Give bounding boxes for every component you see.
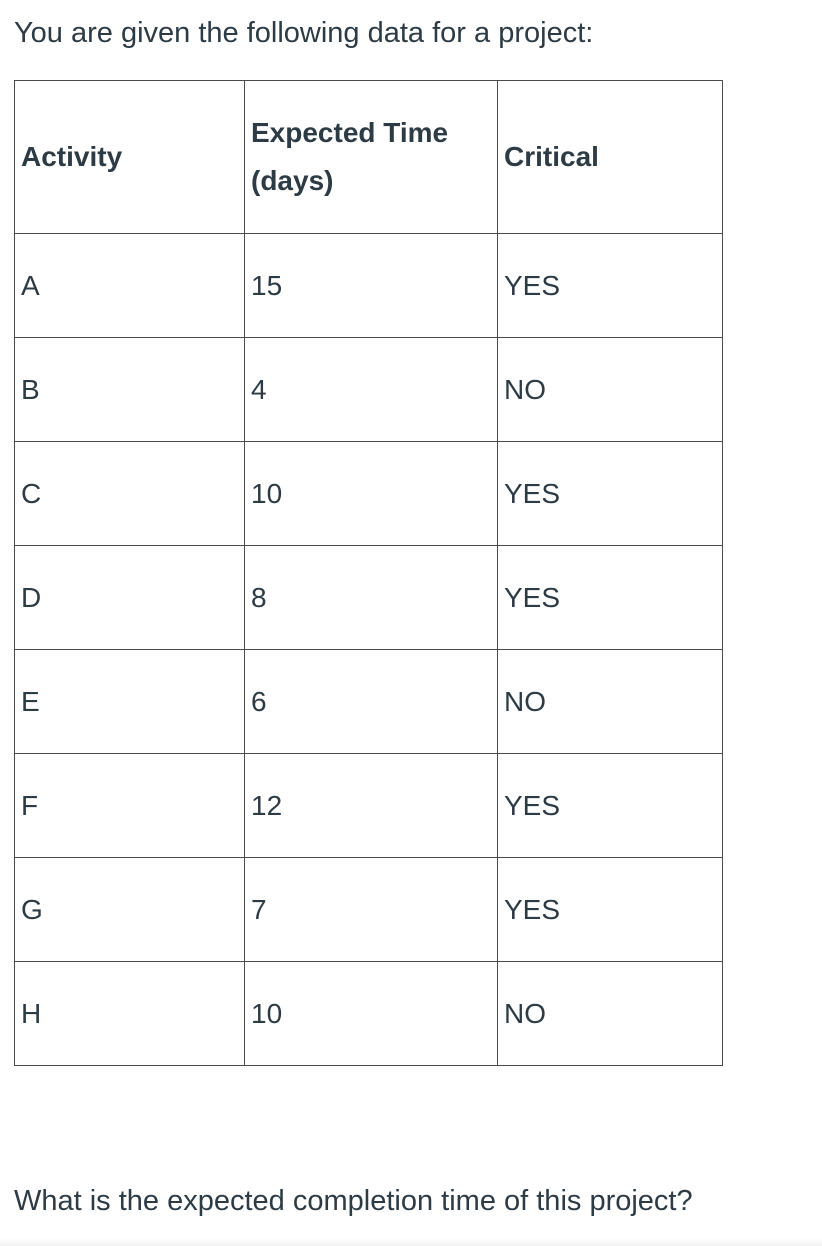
table-row (15, 234, 723, 338)
bottom-edge (0, 1238, 822, 1246)
cell-expected-time: 10 (245, 442, 498, 546)
table-row (15, 442, 723, 546)
header-expected-time (245, 81, 498, 234)
cell-expected-time: 12 (245, 754, 498, 858)
intro-text: You are given the following data for a project: (14, 17, 594, 49)
cell-activity: H (15, 962, 245, 1066)
project-data-table (14, 80, 723, 1066)
cell-expected-time: 7 (245, 858, 498, 962)
table-row (15, 650, 723, 754)
cell-activity: A (15, 234, 245, 338)
cell-expected-time: 10 (245, 962, 498, 1066)
table-row (15, 754, 723, 858)
cell-critical: YES (498, 234, 723, 338)
table-row (15, 962, 723, 1066)
table-row (15, 546, 723, 650)
cell-activity: E (15, 650, 245, 754)
header-critical: Critical (498, 81, 723, 234)
table-row (15, 858, 723, 962)
cell-expected-time: 15 (245, 234, 498, 338)
table-header-row (15, 81, 723, 234)
header-activity: Activity (15, 81, 245, 234)
cell-activity: F (15, 754, 245, 858)
cell-activity: G (15, 858, 245, 962)
cell-critical: YES (498, 754, 723, 858)
cell-expected-time: 4 (245, 338, 498, 442)
header-expected-time-label: Expected Time (days) (251, 117, 449, 196)
cell-activity: D (15, 546, 245, 650)
cell-critical: NO (498, 650, 723, 754)
cell-activity: C (15, 442, 245, 546)
cell-critical: YES (498, 442, 723, 546)
cell-expected-time: 6 (245, 650, 498, 754)
question-text: What is the expected completion time of this project? (14, 1185, 693, 1217)
cell-critical: YES (498, 546, 723, 650)
cell-expected-time: 8 (245, 546, 498, 650)
cell-critical: NO (498, 338, 723, 442)
cell-critical: NO (498, 962, 723, 1066)
cell-critical: YES (498, 858, 723, 962)
cell-activity: B (15, 338, 245, 442)
table-row (15, 338, 723, 442)
